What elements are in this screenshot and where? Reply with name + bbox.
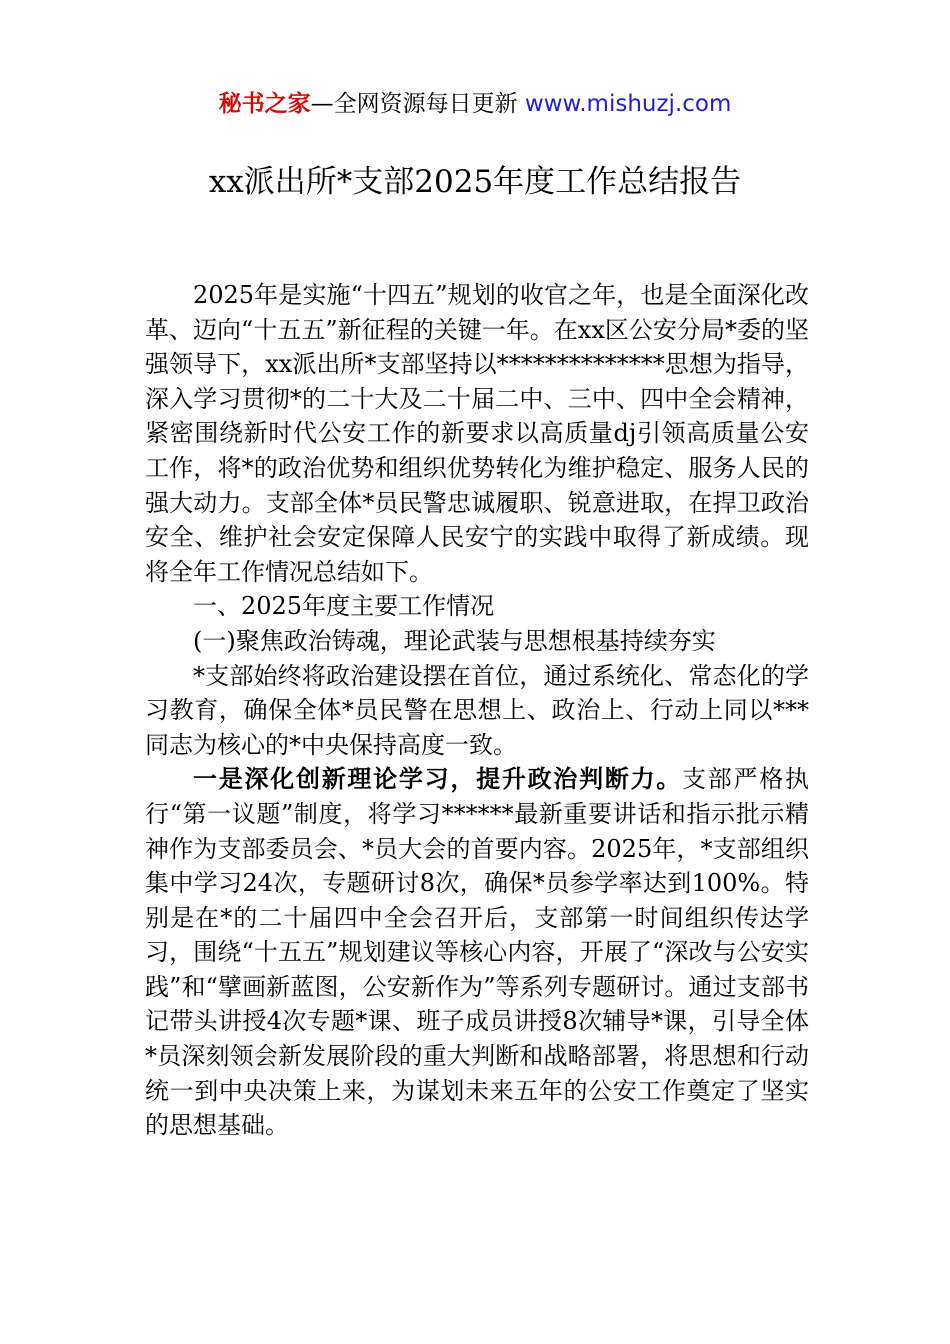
brand-name: 秘书之家 — [218, 91, 311, 117]
section-heading: 一、2025年度主要工作情况 — [193, 592, 495, 621]
point-one-paragraph — [145, 762, 809, 1143]
site-header — [0, 88, 950, 120]
header-tagline: —全网资源每日更新 — [310, 91, 525, 117]
subsection-intro-paragraph: *支部始终将政治建设摆在首位，通过系统化、常态化的学习教育，确保全体*员民警在思想上、政治上、行动上同以***同志为核心的*中央保持高度一致。 — [145, 661, 809, 759]
site-url-link[interactable]: www.mishuzj.com — [524, 91, 732, 117]
point-one-lead: 一是深化创新理论学习，提升政治判断力。 — [193, 765, 683, 794]
intro-paragraph: 2025年是实施“十四五”规划的收官之年，也是全面深化改革、迈向“十五五”新征程的关键一年。在xx区公安分局*委的坚强领导下，xx派出所*支部坚持以**************思想为指导，深入学习贯彻*的二十大及二十届二中、三中、四中全会精神，紧密围绕新时代公安工作的新要求以高质量dj引领高质量公安工作，将*的政治优势和组织优势转化为维护稳定、服务人民的强大动力。支部全体*员民警忠诚履职、锐意进取，在捍卫政治安全、维护社会安定保障人民安宁的实践中取得了新成绩。现将全年工作情况总结如下。 — [145, 281, 809, 586]
point-one-text: 支部严格执行“第一议题”制度，将学习******最新重要讲话和指示批示精神作为支部委员会、*员大会的首要内容。2025年，*支部组织集中学习24次，专题研讨8次，确保*员参学率达到100%。特别是在*的二十届四中全会召开后，支部第一时间组织传达学习，围绕“十五五”规划建议等核心内容，开展了“深改与公安实践”和“擘画新蓝图，公安新作为”等系列专题研讨。通过支部书记带头讲授4次专题*课、班子成员讲授8次辅导*课，引导全体*员深刻领会新发展阶段的重大判断和战略部署，将思想和行动统一到中央决策上来，为谋划未来五年的公安工作奠定了坚实的思想基础。 — [145, 765, 810, 1140]
subsection-heading: (一)聚焦政治铸魂，理论武装与思想根基持续夯实 — [193, 626, 716, 655]
document-title: xx派出所*支部2025年度工作总结报告 — [208, 164, 742, 200]
document-body — [145, 278, 809, 1143]
